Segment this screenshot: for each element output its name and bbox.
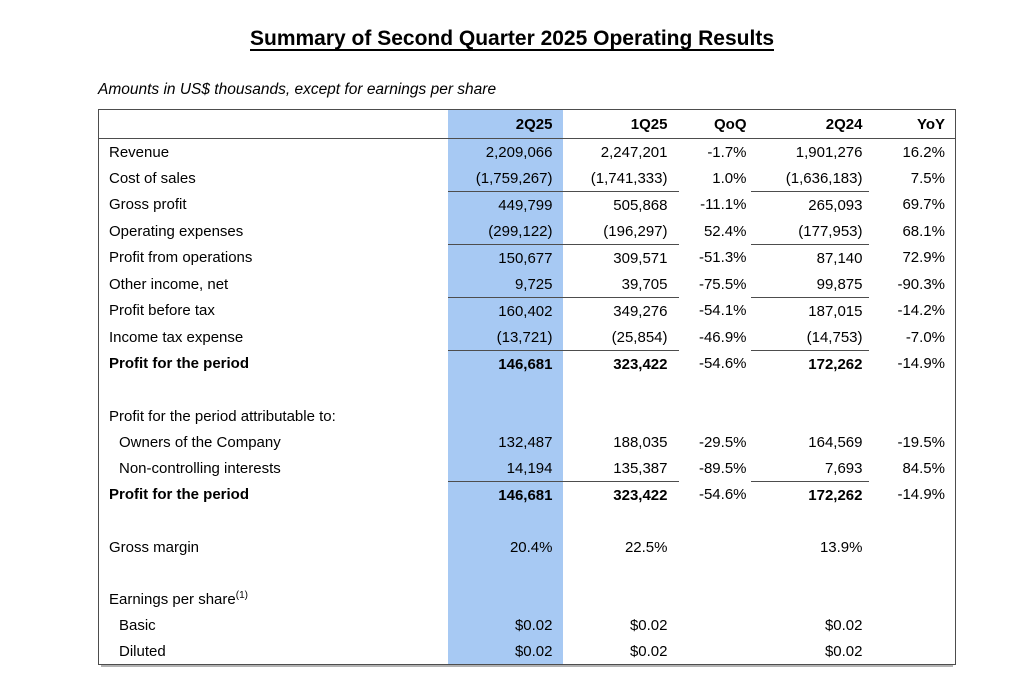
spacer-row <box>99 508 956 534</box>
cell-qoq: -1.7% <box>707 143 747 161</box>
table-row <box>99 192 956 219</box>
row-label-text: Profit for the period <box>109 486 249 504</box>
cell-qoq <box>679 377 751 403</box>
column-header-blank <box>99 110 448 139</box>
table-row <box>99 586 956 612</box>
cell-1q25: 309,571 <box>613 249 668 267</box>
cell-2q24 <box>751 560 869 586</box>
table-row <box>99 612 956 638</box>
table-row <box>99 271 956 298</box>
row-label <box>99 403 448 429</box>
cell-1q25: 22.5% <box>624 538 668 556</box>
cell-yoy: -90.3% <box>897 275 945 293</box>
cell-1q25: 349,276 <box>613 302 668 320</box>
row-label <box>99 298 448 325</box>
cell-1q25 <box>563 377 679 403</box>
cell-yoy: 68.1% <box>902 222 945 240</box>
cell-2q24: 172,262 <box>808 486 863 504</box>
row-label-text: Diluted <box>119 642 166 660</box>
operating-results-table <box>98 109 956 665</box>
cell-1q25 <box>563 586 679 612</box>
table-row <box>99 218 956 245</box>
cell-yoy <box>869 586 956 612</box>
cell-yoy: 7.5% <box>910 169 945 187</box>
row-label <box>99 612 448 638</box>
cell-qoq <box>679 560 751 586</box>
cell-qoq: -75.5% <box>698 275 747 293</box>
cell-2q24: 13.9% <box>819 538 863 556</box>
cell-qoq: -89.5% <box>698 459 747 477</box>
cell-2q25 <box>448 508 563 534</box>
cell-qoq: -46.9% <box>698 328 747 346</box>
row-label <box>99 192 448 219</box>
row-label <box>99 482 448 509</box>
row-label <box>99 218 448 245</box>
cell-yoy: -14.9% <box>897 486 945 504</box>
row-label <box>99 165 448 192</box>
row-label <box>99 245 448 272</box>
cell-2q25 <box>448 403 563 429</box>
cell-1q25: 505,868 <box>613 196 668 214</box>
cell-yoy: 84.5% <box>902 459 945 477</box>
cell-yoy: -19.5% <box>897 433 945 451</box>
cell-1q25: (196,297) <box>563 218 679 245</box>
row-label-text: Other income, net <box>109 275 229 293</box>
cell-2q24: 99,875 <box>751 271 869 298</box>
row-label-text: Earnings per share <box>109 590 236 608</box>
cell-yoy <box>869 377 956 403</box>
cell-2q25: $0.02 <box>448 638 563 665</box>
cell-2q24: 7,693 <box>751 455 869 482</box>
cell-2q24: (1,636,183) <box>751 165 869 192</box>
row-label-text: Cost of sales <box>109 169 196 187</box>
cell-yoy: -14.9% <box>897 355 945 373</box>
row-label-text: Profit for the period attributable to: <box>109 407 336 425</box>
cell-2q24 <box>751 377 869 403</box>
cell-1q25 <box>563 560 679 586</box>
cell-1q25: 39,705 <box>563 271 679 298</box>
cell-1q25 <box>563 403 679 429</box>
footnote-marker: (1) <box>235 589 248 601</box>
table-row <box>99 403 956 429</box>
cell-2q25: 146,681 <box>448 351 563 378</box>
cell-2q24 <box>751 403 869 429</box>
cell-1q25: $0.02 <box>629 642 668 660</box>
row-label <box>99 534 448 560</box>
cell-yoy <box>869 612 956 638</box>
cell-yoy <box>869 508 956 534</box>
cell-yoy: -14.2% <box>897 302 945 320</box>
cell-qoq: 1.0% <box>712 169 747 187</box>
cell-2q24: 187,015 <box>808 302 863 320</box>
table-row <box>99 165 956 192</box>
cell-2q25: 146,681 <box>448 482 563 509</box>
cell-2q24: 164,569 <box>808 433 863 451</box>
cell-yoy: 69.7% <box>902 196 945 214</box>
cell-2q24: 265,093 <box>808 196 863 214</box>
table-row <box>99 455 956 482</box>
row-label <box>99 377 448 403</box>
cell-2q25: (13,721) <box>448 324 563 351</box>
row-label-text: Profit for the period <box>109 355 249 373</box>
row-label-text: Profit before tax <box>109 302 215 320</box>
cell-2q25 <box>448 586 563 612</box>
table-row <box>99 139 956 166</box>
cell-qoq <box>679 534 751 560</box>
cell-2q25: (1,759,267) <box>448 165 563 192</box>
cell-1q25: 2,247,201 <box>600 143 668 161</box>
table-row <box>99 429 956 455</box>
cell-qoq <box>679 586 751 612</box>
cell-yoy: 16.2% <box>902 143 945 161</box>
cell-qoq: -29.5% <box>698 433 747 451</box>
cell-qoq: -54.1% <box>698 302 747 320</box>
row-label <box>99 638 448 665</box>
table-caption: Amounts in US$ thousands, except for earnings per share <box>98 81 497 98</box>
cell-1q25: 323,422 <box>613 355 668 373</box>
cell-1q25: $0.02 <box>629 616 668 634</box>
row-label-text: Income tax expense <box>109 328 244 346</box>
spacer-row <box>99 377 956 403</box>
row-label-text: Gross profit <box>109 196 187 214</box>
cell-qoq <box>679 612 751 638</box>
row-label <box>99 351 448 378</box>
page-title: Summary of Second Quarter 2025 Operating Results <box>250 27 774 50</box>
cell-2q24 <box>751 508 869 534</box>
cell-1q25 <box>563 508 679 534</box>
cell-2q24: $0.02 <box>824 642 863 660</box>
cell-1q25: 135,387 <box>563 455 679 482</box>
row-label-text: Gross margin <box>109 538 200 556</box>
cell-2q24 <box>751 586 869 612</box>
cell-yoy <box>869 403 956 429</box>
column-header-yoy: YoY <box>869 110 956 139</box>
table-row <box>99 351 956 378</box>
table-body <box>99 139 956 665</box>
cell-2q25 <box>448 560 563 586</box>
cell-2q25: 2,209,066 <box>448 139 563 166</box>
header-row <box>99 110 956 139</box>
cell-2q25: 132,487 <box>448 429 563 455</box>
cell-2q25: 20.4% <box>448 534 563 560</box>
cell-2q24: (177,953) <box>751 218 869 245</box>
cell-2q24: 1,901,276 <box>795 143 863 161</box>
cell-yoy: -7.0% <box>905 328 945 346</box>
cell-2q24: 172,262 <box>808 355 863 373</box>
cell-2q25: $0.02 <box>448 612 563 638</box>
table-row <box>99 638 956 665</box>
row-label-text: Profit from operations <box>109 249 253 267</box>
table-row <box>99 534 956 560</box>
cell-2q25: 14,194 <box>448 455 563 482</box>
row-label <box>99 429 448 455</box>
row-label <box>99 139 448 166</box>
spacer-row <box>99 560 956 586</box>
row-label-text: Non-controlling interests <box>119 459 281 477</box>
table-row <box>99 298 956 325</box>
cell-2q25 <box>448 377 563 403</box>
cell-2q24: $0.02 <box>824 616 863 634</box>
column-header-2q24: 2Q24 <box>751 110 869 139</box>
row-label <box>99 455 448 482</box>
row-label-text: Operating expenses <box>109 222 244 240</box>
cell-qoq: -54.6% <box>698 355 747 373</box>
cell-2q25: 9,725 <box>448 271 563 298</box>
row-label <box>99 271 448 298</box>
cell-1q25: 188,035 <box>613 433 668 451</box>
row-label-text: Owners of the Company <box>119 433 281 451</box>
cell-2q24: (14,753) <box>751 324 869 351</box>
cell-qoq <box>679 638 751 665</box>
row-label <box>99 324 448 351</box>
cell-2q25: 150,677 <box>448 245 563 272</box>
cell-2q24: 87,140 <box>816 249 863 267</box>
row-label <box>99 586 448 612</box>
column-header-qoq: QoQ <box>679 110 751 139</box>
cell-qoq: -54.6% <box>698 486 747 504</box>
table-header <box>99 110 956 139</box>
cell-1q25: (25,854) <box>563 324 679 351</box>
table-row <box>99 324 956 351</box>
cell-yoy: 72.9% <box>902 249 945 267</box>
cell-qoq <box>679 403 751 429</box>
row-label <box>99 560 448 586</box>
row-label-text: Revenue <box>109 143 170 161</box>
row-label <box>99 508 448 534</box>
column-header-1q25: 1Q25 <box>563 110 679 139</box>
table-row <box>99 245 956 272</box>
cell-qoq <box>679 508 751 534</box>
cell-2q25: 449,799 <box>448 192 563 219</box>
row-label-text: Basic <box>119 616 156 634</box>
cell-1q25: (1,741,333) <box>563 165 679 192</box>
cell-2q25: 160,402 <box>448 298 563 325</box>
cell-yoy <box>869 638 956 665</box>
cell-qoq: -11.1% <box>700 196 747 214</box>
cell-qoq: -51.3% <box>698 249 747 267</box>
cell-1q25: 323,422 <box>613 486 668 504</box>
cell-qoq: 52.4% <box>703 222 747 240</box>
cell-yoy <box>869 534 956 560</box>
cell-yoy <box>869 560 956 586</box>
table-row <box>99 482 956 509</box>
column-header-2q25: 2Q25 <box>448 110 563 139</box>
cell-2q25: (299,122) <box>448 218 563 245</box>
